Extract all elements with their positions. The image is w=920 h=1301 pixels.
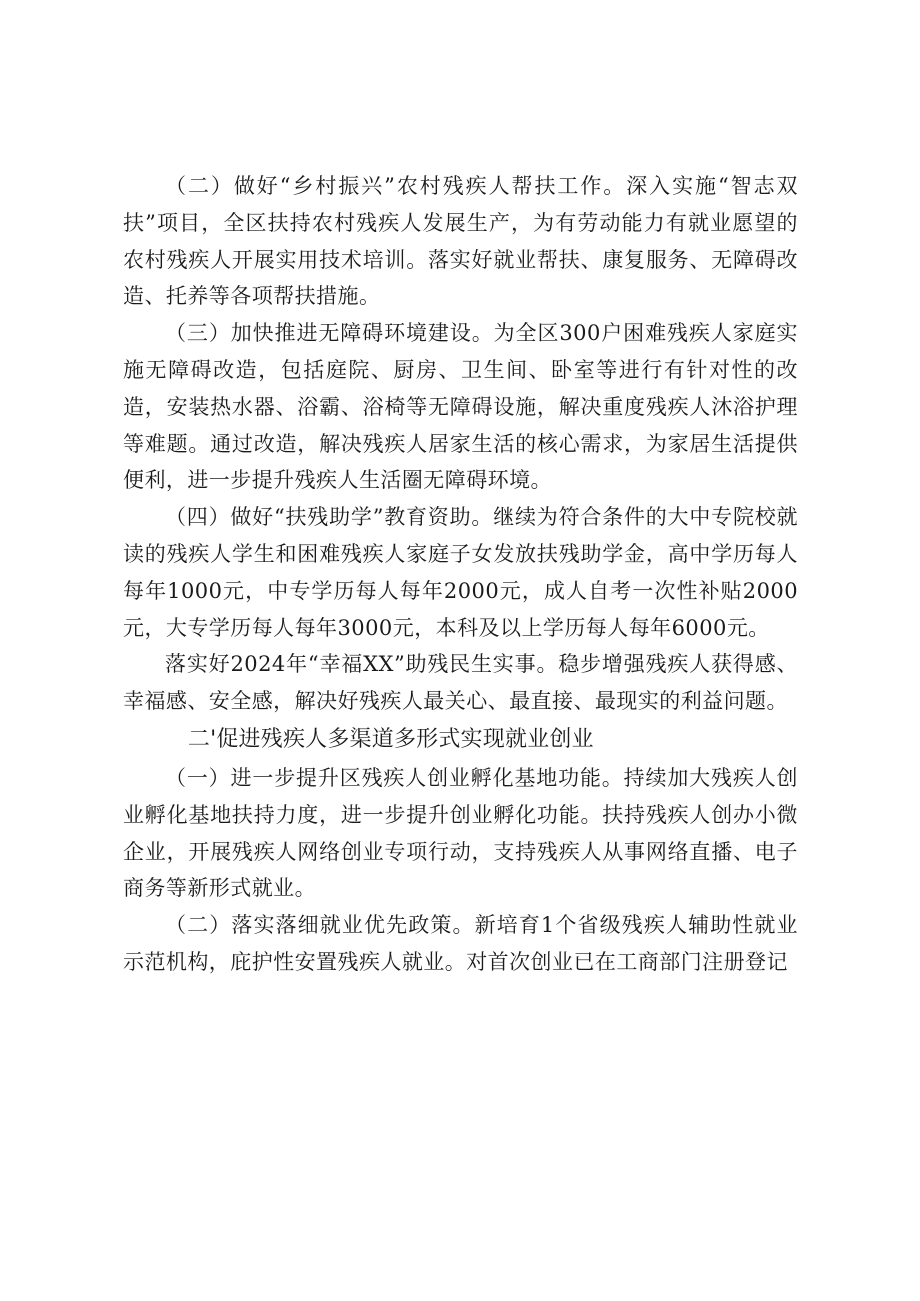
section-heading-employment: 二'促进残疾人多渠道多形式实现就业创业 xyxy=(187,726,594,752)
document-page xyxy=(123,168,798,981)
paragraph-rural-revitalization: （二）做好“乡村振兴”农村残疾人帮扶工作。深入实施“智志双扶”项目，全区扶持农村残疾人发展生产，为有劳动能力有就业愿望的农村残疾人开展实用技术培训。落实好就业帮扶、康复服务、无障碍改造、托养等各项帮扶措施。 xyxy=(123,174,798,309)
paragraph-employment-policy: （二）落实落细就业优先政策。新培育1个省级残疾人辅助性就业示范机构，庇护性安置残疾人就业。对首次创业已在工商部门注册登记 xyxy=(123,913,798,974)
paragraph-livelihood: 落实好2024年“幸福XX”助残民生实事。稳步增强残疾人获得感、幸福感、安全感，解决好残疾人最关心、最直接、最现实的利益问题。 xyxy=(123,652,798,714)
paragraph-incubation-base: （一）进一步提升区残疾人创业孵化基地功能。持续加大残疾人创业孵化基地扶持力度，进一步提升创业孵化功能。扶持残疾人创办小微企业，开展残疾人网络创业专项行动，支持残疾人从事网络直播、电子商务等新形式就业。 xyxy=(123,765,798,901)
paragraph-accessibility: （三）加快推进无障碍环境建设。为全区300户困难残疾人家庭实施无障碍改造，包括庭院、厨房、卫生间、卧室等进行有针对性的改造，安装热水器、浴霸、浴椅等无障碍设施，解决重度残疾人沐浴护理等难题。通过改造，解决残疾人居家生活的核心需求，为家居生活提供便利，进一步提升残疾人生活圈无障碍环境。 xyxy=(123,321,798,493)
paragraph-education-aid: （四）做好“扶残助学”教育资助。继续为符合条件的大中专院校就读的残疾人学生和困难残疾人家庭子女发放扶残助学金，高中学历每人每年1000元，中专学历每人每年2000元，成人自考一次性补贴2000元，大专学历每人每年3000元，本科及以上学历每人每年6000元。 xyxy=(123,505,798,640)
